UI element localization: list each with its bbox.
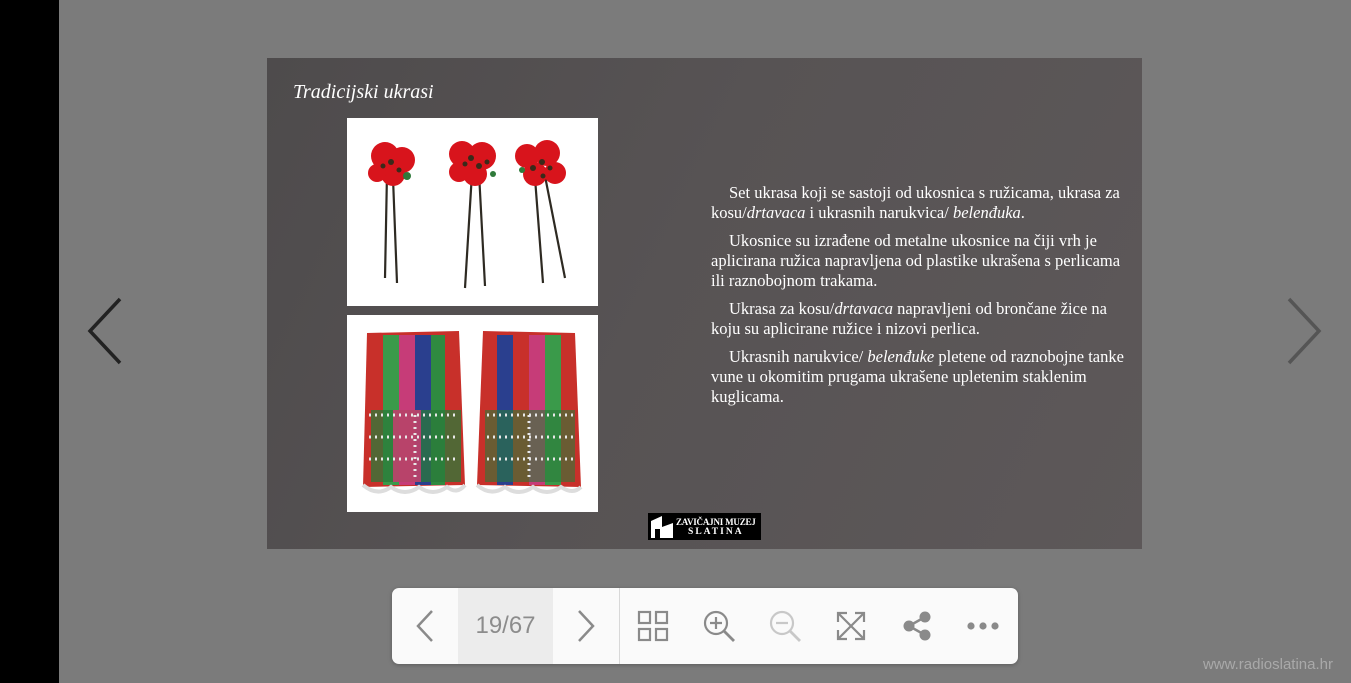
slide-description [711, 183, 1125, 415]
zoom-out-button[interactable] [752, 588, 818, 664]
italic-term: belenđuka [952, 203, 1021, 222]
next-page-arrow[interactable] [1283, 296, 1327, 366]
more-options-button[interactable] [950, 588, 1016, 664]
hairpins-photo [347, 118, 598, 306]
slide-paragraph: Ukosnice su izrađene od metalne ukosnice na čiji vrh je aplicirana ružica napravljena od plastike ukrašena s perlicama ili raznobojnom trakama. [711, 231, 1121, 290]
logo-line-2: SLATINA [688, 526, 744, 537]
logo-line-1: ZAVIČAJNI MUZEJ [676, 516, 756, 527]
bracelets-photo [347, 315, 598, 512]
page-counter: 19/67 [458, 588, 553, 664]
italic-term: drtavaca [746, 203, 806, 222]
watermark: www.radioslatina.hr [1202, 656, 1333, 673]
presentation-slide [267, 58, 1142, 549]
grid-icon [637, 610, 669, 642]
left-black-strip [0, 0, 59, 683]
chevron-right-icon [1283, 296, 1327, 366]
fullscreen-icon [835, 610, 867, 642]
toolbar-next-button[interactable] [553, 588, 620, 664]
italic-term: drtavaca [834, 299, 894, 318]
chevron-left-icon [415, 609, 435, 643]
chevron-left-icon [84, 296, 128, 366]
museum-building-icon [650, 515, 674, 539]
chevron-right-icon [576, 609, 596, 643]
share-button[interactable] [884, 588, 950, 664]
museum-logo [648, 513, 761, 540]
toolbar-previous-button[interactable] [392, 588, 458, 664]
more-icon [966, 621, 1000, 631]
slide-title: Tradicijski ukrasi [293, 81, 434, 103]
previous-page-arrow[interactable] [84, 296, 128, 366]
slide-paragraph: Set ukrasa koji se sastoji od ukosnica s ružicama, ukrasa za kosu/drtavaca i ukrasnih narukvica/ belenđuka. [711, 183, 1120, 222]
share-icon [901, 610, 933, 642]
thumbnails-button[interactable] [620, 588, 686, 664]
slide-paragraph: Ukrasnih narukvice/ belenđuke pletene od raznobojne tanke vune u okomitim prugama ukrašene upletenim staklenim kuglicama. [711, 347, 1124, 406]
zoom-out-icon [768, 609, 802, 643]
zoom-in-button[interactable] [686, 588, 752, 664]
italic-term: belenđuke [867, 347, 935, 366]
slide-paragraph: Ukrasa za kosu/drtavaca napravljeni od brončane žice na koju su aplicirane ružice i nizovi perlica. [711, 299, 1107, 338]
zoom-in-icon [702, 609, 736, 643]
viewer-toolbar [392, 588, 1018, 664]
fullscreen-button[interactable] [818, 588, 884, 664]
